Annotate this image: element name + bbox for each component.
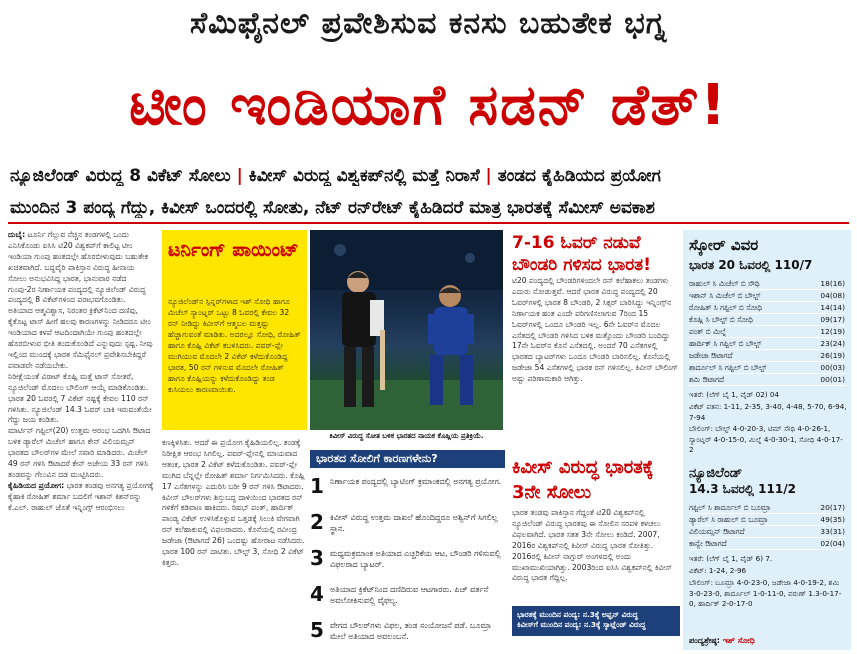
turning-point-box — [162, 230, 307, 430]
boundary-article-title: 7-16 ಓವರ್ ನಡುವೆ ಬೌಂಡರಿ ಗಳಿಸದ ಭಾರತ! — [512, 233, 651, 275]
batter-score: 12(19) — [820, 327, 845, 336]
turning-point-body: ನ್ಯೂಜಿಲೆಂಡ್‌ನ ಸ್ಪಿನ್ನರ್‌ಗಳಾದ ಇಶ್ ಸೋಧಿ ಹಾಗೂ ಮಿಚೆಲ್ ಸ್ಯಾಂಟ್ನರ್ ಒಟ್ಟು 8 ಓವರಲ್ಲಿ ಕೇವಲ 32 ರನ್ ನೀಡಿದ್ದು ಕಿವೀಸ್‌ಗೆ ಆತ್ಮಬಲ ಮತ್ತಷ್ಟು ಹೆಚ್ಚಾಗುವಂತೆ ಮಾಡಿತು. ಅದರಲ್ಲೂ ಸೋಧಿ, ರೋಹಿತ್ ಹಾಗೂ ಕೊಹ್ಲಿ ವಿಕೆಟ್ ಕಬಳಿಸಿದರು. ಪವರ್-ಪ್ಲೇ ಮುಗಿಯುವ ಮೊದಲೇ 2 ವಿಕೆಟ್ ಕಳೆದುಕೊಂಡಿದ್ದ ಭಾರತ, 50 ರನ್ ಗಳಿಸುವ ಮೊದಲೇ ರೋಹಿತ್ ಹಾಗೂ ಕೊಹ್ಲಿಯನ್ನು ಕಳೆದುಕೊಂಡಿದ್ದು ತಂಡ ಕುಸಿಯಲು ಕಾರಣವಾಯಿತು. — [168, 297, 301, 394]
batter-score: 23(24) — [820, 339, 845, 348]
paragraph-text: ಟೂರ್ನಿ ಗೆಲ್ಲುವ ನೆಚ್ಚಿನ ತಂಡಗಳಲ್ಲಿ ಒಂದು ಎನಿಸಿಕೊಂಡು ಐಸಿಸಿ ಟಿ20 ವಿಶ್ವಕಪ್‌ಗೆ ಕಾಲಿಟ್ಟ ಟೀಂ ಇಂಡಿಯಾ ಗುಂಪು ಹಂತದಲ್ಲೇ ಹೊರಬೀಳುವುದು ಬಹುತೇಕ ಖಚಿತವಾಗಿದೆ. ಬದ್ಧವೈರಿ ಪಾಕಿಸ್ತಾನ ವಿರುದ್ಧ ಹೀನಾಯ ಸೋಲು ಅನುಭವಿಸಿದ್ದ ಭಾರತ, ಭಾನುವಾರ ನಡೆದ ಗುಂಪು-2ರ ನಿರ್ಣಾಯಕ ಪಂದ್ಯದಲ್ಲಿ ನ್ಯೂಜಿಲೆಂಡ್ ವಿರುದ್ಧ ಪಂದ್ಯದಲ್ಲಿ 8 ವಿಕೆಟ್‌ಗಳಿಂದ ಪರಾಭವಗೊಂಡಿತು. — [8, 230, 149, 305]
batting-row — [689, 362, 845, 374]
batting-row — [689, 538, 845, 550]
dateline: ದುಬೈ: — [8, 230, 26, 239]
batter-name: ಗಪ್ಟಿಲ್ ಸಿ ಶಾರ್ದೂಲ್ ಬಿ ಬೂಮ್ರಾ — [689, 503, 771, 512]
batter-score: 02(04) — [820, 539, 845, 548]
nz-extras: ಇತರೆ: (ಲೆಗ್ ಬೈ 1, ವೈಡ್ 6) 7. — [689, 554, 773, 563]
batting-row — [689, 514, 845, 526]
batting-row — [689, 502, 845, 514]
players-photo-illustration — [310, 230, 503, 430]
turning-point-title: ಟರ್ನಿಂಗ್ ಪಾಯಿಂಟ್ — [168, 239, 299, 261]
next-match-india — [517, 610, 675, 620]
batter-name: ಶಾರ್ದೂಲ್ ಸಿ ಗಪ್ಟಿಲ್ ಬಿ ಬೌಲ್ಟ್ — [689, 363, 767, 372]
batter-score: 49(35) — [820, 515, 845, 524]
reason-text: ನಿರ್ಣಾಯಕ ಪಂದ್ಯದಲ್ಲಿ ಬ್ಯಾಟಿಂಗ್ ಕ್ರಮಾಂಕದಲ್ಲಿ ಅನಗತ್ಯ ಪ್ರಯೋಗ. — [330, 477, 502, 486]
batter-score: 00(01) — [820, 375, 845, 384]
reason-text: ವೇಗದ ಬೌಲರ್‌ಗಳು ವಿಫಲ, ತಂಡ ಸಂಯೋಜನೆ ಪಡೆ. ಬೂಮ್ರಾ ಮೇಲೆ ಅತಿಯಾದ ಅವಲಂಬನೆ. — [330, 621, 492, 641]
article-paragraph — [8, 230, 155, 306]
batting-row — [689, 526, 845, 538]
next-match-value: ನ.3ಕ್ಕೆ ಸ್ಕಾಟ್ಲೆಂಡ್ ವಿರುದ್ಧ — [584, 620, 646, 629]
third-defeat-text: ಭಾರತ ತಂಡವು ಪಾಕಿಸ್ತಾನ ಗೆದ್ದಂತೆ ಟಿ20 ವಿಶ್ವಕಪ್‌ನಲ್ಲಿ ನ್ಯೂಜಿಲೆಂಡ್ ವಿರುದ್ಧ ಭಾರತವು ಈ ಸೋಲಿನ ಸರಪಳಿ ಕಳಚಲು ವಿಫಲವಾಗಿದೆ. ಭಾರತ ಸತತ 3ನೇ ಸೋಲು ಕಂಡಿದೆ. 2007, 2016ರ ವಿಶ್ವಕಪ್‌ನಲ್ಲಿ ಕಿವೀಸ್ ವಿರುದ್ಧ ಭಾರತ ಸೋತಿತ್ತು. 2016ರಲ್ಲಿ ಕಿವೀಸ್ ನಾಗ್ಪುರ್ ಅಂಗಳದಲ್ಲಿ ಅಂದು ಮುಖಾಮುಖಿಯಾಗಿತ್ತು. 2003ರಿಂದ ಐಸಿಸಿ ವಿಶ್ವಕಪ್‌ನಲ್ಲಿ ಕಿವೀಸ್ ವಿರುದ್ಧ ಭಾರತ ಗೆದ್ದಿಲ್ಲ. — [512, 508, 673, 583]
reason-text: ಅತಿಯಾದ ಕ್ರಿಕೆಟ್‌ನಿಂದ ದಣಿದಿರುವ ಆಟಗಾರರು. ಪಿಚ್ ವರ್ತನೆ ಅವಲೋಕಿಸುವಲ್ಲಿ ವೈಫಲ್ಯ. — [330, 585, 489, 605]
batting-row — [689, 314, 845, 326]
batter-score: 14(14) — [820, 303, 845, 312]
next-match-label: ಭಾರತಕ್ಕೆ ಮುಂದಿನ ಪಂದ್ಯ: — [517, 610, 581, 619]
reason-number: 5 — [310, 618, 324, 642]
paragraph-text: ಮಾರ್ಟಿನ್ ಗಪ್ಟಿಲ್(20) ಉತ್ತಮ ಆರಂಭ ಒದಗಿಸಿ ಔಟಾದ ಬಳಿಕ ಡ್ಯಾರೆಲ್ ಮಿಚೆಲ್ ಹಾಗೂ ಕೇನ್ ವಿಲಿಯಮ್ಸನ್ ಭಾರತದ ಬೌಲರ್‌ಗಳ ಮೇಲೆ ಸವಾರಿ ಮಾಡಿದರು. ಮಿಚೆಲ್ 49 ರನ್ ಗಳಿಸಿ ಔಟಾದರೆ ಕೇನ್ ಅಜೇಯ 33 ರನ್ ಗಳಿಸಿ ತಂಡವನ್ನು ಗೆಲುವಿನ ದಡ ಮುಟ್ಟಿಸಿದರು. — [8, 426, 151, 479]
article-column-2: ಕಣಕ್ಕಿಳಿಸಿತು. ಆದರೆ ಈ ಪ್ರಯೋಗ ಕೈಹಿಡಿಯಲಿಲ್ಲ. ತಂಡಕ್ಕೆ ನಿರೀಕ್ಷಿತ ಆರಂಭ ಸಿಗಲಿಲ್ಲ. ಪವರ್-ಪ್ಲೇನಲ್ಲಿ ಮಾಯವಾದ ಆತಂಕ, ಭಾರತ 2 ವಿಕೆಟ್ ಕಳೆದುಕೊಂಡಿತು. ಪವರ್-ಪ್ಲೇ ಮುಗಿದ ಬೆನ್ನಲ್ಲೇ ರೋಹಿತ್ ಶರ್ಮಾ ನಿರ್ಗಮಿಸಿದರು. ಕೊಹ್ಲಿ 17 ಎಸೆತಗಳನ್ನು ಎದುರಿಸಿ ಬರೀ 9 ರನ್ ಗಳಿಸಿ ಔಟಾದರು. ಕಿವೀಸ್ ಬೌಲರ್‌ಗಳು ಶಿಸ್ತುಬದ್ಧ ದಾಳಿಯಿಂದ ಭಾರತದ ರನ್ ಗಳಿಕೆಗೆ ಕಡಿವಾಣ ಹಾಕಿದರು. ರಿಷಭ್ ಪಂತ್, ಹಾರ್ದಿಕ್ ಪಾಂಡ್ಯ ವಿಕೆಟ್ ಉಳಿಸಿಕೊಳ್ಳುವ ಒತ್ತಡಕ್ಕೆ ಸಿಲುಕಿ ವೇಗವಾಗಿ ರನ್ ಕಲೆಹಾಕುವಲ್ಲಿ ವಿಫಲರಾದರು. ಕೊನೆಯಲ್ಲಿ ರವೀಂದ್ರ ಜಡೇಜಾ (ಔಟಾಗದೆ 26) ಒಂದಷ್ಟು ಹೋರಾಟ ನಡೆಸಿದರು. ಭಾರತ 100 ರನ್ ದಾಟಿತು. ಬೌಲ್ಟ್ 3, ಸೋಧಿ 2 ವಿಕೆಟ್ ಕಿತ್ತರು. — [162, 438, 305, 567]
batter-name: ಕೊಹ್ಲಿ ಸಿ ಬೌಲ್ಟ್ ಬಿ ಸೋಧಿ — [689, 315, 753, 324]
batter-score: 00(03) — [820, 363, 845, 372]
nz-title: ನ್ಯೂಜಿಲೆಂಡ್ — [689, 466, 743, 481]
batting-row — [689, 278, 845, 290]
batter-name: ಕಾನ್ವೇ ಔಟಾಗದೆ — [689, 539, 727, 548]
batter-score: 18(16) — [820, 279, 845, 288]
article-column-1 — [8, 230, 155, 650]
batter-name: ಡ್ಯಾರೆಲ್ ಸಿ ರಾಹುಲ್ ಬಿ ಬೂಮ್ರಾ — [689, 515, 768, 524]
potm-label: ಪಂದ್ಯಶ್ರೇಷ್ಠ: — [689, 636, 720, 645]
batting-row — [689, 350, 845, 362]
reason-item — [310, 508, 505, 538]
kicker: ಸೆಮಿಫೈನಲ್ ಪ್ರವೇಶಿಸುವ ಕನಸು ಬಹುತೇಕ ಭಗ್ನ — [189, 6, 668, 41]
reasons-box — [310, 450, 505, 650]
subheadline-2: ಮುಂದಿನ 3 ಪಂದ್ಯ ಗೆದ್ದು, ಕಿವೀಸ್ ಒಂದರಲ್ಲಿ ಸೋತು, ನೆಟ್ ರನ್‌ರೇಟ್ ಕೈಹಿಡಿದರೆ ಮಾತ್ರ ಭಾರತಕ್ಕೆ ಸೆಮೀಸ್ ಅವಕಾಶ — [10, 198, 655, 218]
third-defeat-title: ಕಿವೀಸ್ ವಿರುದ್ಧ ಭಾರತಕ್ಕೆ 3ನೇ ಸೋಲು — [512, 457, 654, 503]
article-paragraph — [8, 481, 155, 514]
player-of-the-match — [689, 636, 755, 646]
separator: | — [485, 166, 492, 186]
reason-item — [310, 616, 505, 646]
reason-text: ಮಧ್ಯಮಕ್ರಮಾಂಕ ಅತಿಯಾದ ಎಚ್ಚರಿಕೆಯ ಆಟ, ಬೌಂಡರಿ ಗಳಿಸುವಲ್ಲಿ ವಿಫಲರಾದ ಬ್ಯಾಟರ್. — [330, 549, 501, 569]
batting-row — [689, 338, 845, 350]
reason-number: 2 — [310, 510, 324, 534]
india-innings-label: ಭಾರತ 20 ಓವರಲ್ಲಿ 110/7 — [689, 258, 813, 272]
reason-text: ಕಿವೀಸ್ ವಿರುದ್ಧ ಉತ್ತಮ ದಾಖಲೆ ಹೊಂದಿದ್ದರೂ ಅಶ್ವಿನ್‌ಗೆ ಸಿಗಲಿಲ್ಲ ಸ್ಥಾನ. — [330, 513, 498, 533]
photo-caption: ಕಿವೀಸ್ ವಿರುದ್ಧ ಸೋತ ಬಳಿಕ ಭಾರತದ ನಾಯಕ ಕೊಹ್ಲಿಯ ಪ್ರತಿಕ್ರಿಯೆ. — [329, 432, 484, 440]
reason-number: 1 — [310, 474, 324, 498]
subheadline-1c: ತಂಡದ ಕೈಹಿಡಿಯದ ಪ್ರಯೋಗ — [497, 166, 661, 186]
separator: | — [236, 166, 243, 186]
next-match-box — [512, 606, 680, 636]
article-paragraph — [8, 372, 155, 427]
batter-name: ರಾಹುಲ್ ಸಿ ಮಿಚೆಲ್ ಬಿ ಸೌಥಿ — [689, 279, 760, 288]
reason-number: 3 — [310, 546, 324, 570]
article-paragraph — [8, 426, 155, 481]
reason-item — [310, 580, 505, 610]
reasons-heading: ಭಾರತದ ಸೋಲಿಗೆ ಕಾರಣಗಳೇನು? — [310, 450, 505, 468]
batter-name: ಶಮಿ ಔಟಾಗದೆ — [689, 375, 725, 384]
subheadline-1 — [10, 166, 850, 186]
batter-name: ಹಾರ್ದಿಕ್ ಸಿ ಗಪ್ಟಿಲ್ ಬಿ ಬೌಲ್ಟ್ — [689, 339, 762, 348]
india-fall-of-wickets: ವಿಕೆಟ್ ಪತನ: 1-11, 2-35, 3-40, 4-48, 5-70, 6-94, 7-94 — [689, 402, 847, 422]
batter-name: ಪಂತ್ ಬಿ ಮಿಲ್ನೆ — [689, 327, 727, 336]
scoreboard-title: ಸ್ಕೋರ್ ವಿವರ — [689, 236, 759, 254]
headline: ಟೀಂ ಇಂಡಿಯಾಗೆ ಸಡನ್ ಡೆತ್! — [129, 73, 728, 138]
batting-row — [689, 374, 845, 386]
batter-name: ಇಶಾನ್ ಸಿ ಮಿಚೆಲ್ ಬಿ ಬೌಲ್ಟ್ — [689, 291, 761, 300]
india-extras: ಇತರೆ: (ಲೆಗ್ ಬೈ 1, ವೈಡ್ 02) 04 — [689, 390, 780, 399]
batter-score: 33(31) — [820, 527, 845, 536]
subheadline-1b: ಕಿವೀಸ್ ವಿರುದ್ಧ ವಿಶ್ವಕಪ್‌ನಲ್ಲಿ ಮತ್ತೆ ನಿರಾಸೆ — [248, 166, 480, 186]
batter-score: 20(17) — [820, 503, 845, 512]
paragraph-text: ಭಾರತ ತಂಡವು ಅನಗತ್ಯ ಪ್ರಯೋಗಕ್ಕೆ ಕೈಹಾಕಿ ರೋಹಿತ್ ಶರ್ಮಾ ಬದಲಿಗೆ ಇಶಾನ್ ಕಿಶನ್‌ರನ್ನು ಕೆ.ಎಲ್. ರಾಹುಲ್ ಜೊತೆ ಇನ್ನಿಂಗ್ಸ್ ಆರಂಭಿಸಲು — [8, 480, 154, 512]
next-match-label: ಕಿವೀಸ್‌ಗೆ ಮುಂದಿನ ಪಂದ್ಯ: — [517, 620, 582, 629]
next-match-nz — [517, 620, 675, 630]
india-bowling: ಬೌಲಿಂಗ್: ಬೂಮ್ರಾ 4-0-23-0, ಜಡೇಜಾ 4-0-19-2, ಶಮಿ 3-0-23-0, ಶಾರ್ದೂಲ್ 1-0-11-0, ವರುಣ್ 1.3-0-17-0, ಹಾರ್ದಿಕ್ 2-0-17-0 — [689, 578, 842, 608]
reason-item — [310, 472, 505, 502]
paragraph-text: ನಿರೀಕ್ಷೆಯಂತೆ ವಿರಾಟ್ ಕೊಹ್ಲಿ ಮತ್ತೆ ಟಾಸ್ ಸೋತರೆ, ನ್ಯೂಜಿಲೆಂಡ್ ಮೊದಲು ಬೌಲಿಂಗ್ ಆಯ್ಕೆ ಮಾಡಿಕೊಂಡಿತು. ಭಾರತ 20 ಓವರಲ್ಲಿ 7 ವಿಕೆಟ್ ನಷ್ಟಕ್ಕೆ ಕೇವಲ 110 ರನ್ ಗಳಿಸಿತು. ನ್ಯೂಜಿಲೆಂಡ್ 14.3 ಓವರ್ ಬಾಕಿ ಇರುವಂತೆಯೇ ಗೆದ್ದು ಜಯ ಕಂಡಿತು. — [8, 371, 152, 425]
article-paragraph — [8, 306, 155, 371]
batter-name: ರೋಹಿತ್ ಸಿ ಗಪ್ಟಿಲ್ ಬಿ ಸೋಧಿ — [689, 303, 763, 312]
nz-innings-label: 14.3 ಓವರಲ್ಲಿ 111/2 — [689, 482, 796, 496]
batter-score: 26(19) — [820, 351, 845, 360]
subheadline-1a: ನ್ಯೂಜಿಲೆಂಡ್ ವಿರುದ್ಧ 8 ವಿಕೆಟ್ ಸೋಲು — [10, 166, 231, 186]
batter-name: ಜಡೇಜಾ ಔಟಾಗದೆ — [689, 351, 733, 360]
batter-score: 04(08) — [820, 291, 845, 300]
reason-number: 4 — [310, 582, 324, 606]
next-match-value: ನ.3ಕ್ಕೆ ಅಫ್ಘನ್ ವಿರುದ್ಧ — [582, 610, 638, 619]
reason-item — [310, 544, 505, 574]
scoreboard — [683, 230, 851, 650]
nz-bowling: ಬೌಲಿಂಗ್: ಬೌಲ್ಟ್ 4-0-20-3, ಟಿಮ್ ಸೌಥಿ 4-0-26-1, ಸ್ಯಾಂಟ್ನರ್ 4-0-15-0, ಮಿಲ್ನೆ 4-0-30-1, ಸೋಧಿ 4-0-17-2 — [689, 424, 843, 454]
batting-row — [689, 290, 845, 302]
potm-name: ಇಶ್ ಸೋಧಿ — [722, 636, 755, 645]
boundary-article-text: ಟಿ20 ಪಂದ್ಯದಲ್ಲಿ ಬೌಂಡರಿಗಳಿಂದಲೇ ರನ್ ಕಲೆಹಾಕಲು ತಂಡಗಳು ಎದುರು ನೋಡುತ್ತವೆ. ಆದರೆ ಭಾರತ ವಿರುದ್ಧ ಪಂದ್ಯದಲ್ಲಿ 20 ಓವರ್‌ಗಳಲ್ಲಿ ಭಾರತ 8 ಬೌಂಡರಿ, 2 ಸಿಕ್ಸರ್ ಬಾರಿಸಿದ್ದು ಇನ್ನಿಂಗ್ಸ್‌ನ ನಿರ್ಣಾಯಕ ಹಂತ ಎಂದೇ ಪರಿಗಣಿಸಲಾಗುವ 7ರಿಂದ 15 ಓವರ್‌ಗಳಲ್ಲಿ ಒಂದೂ ಬೌಂಡರಿ ಇಲ್ಲ. 6ನೇ ಓವರ್‌ನ ಮೊದಲ ಎಸೆತದಲ್ಲಿ ಬೌಂಡರಿ ಗಳಿಸಿದ ಬಳಿಕ ಮತ್ತೊಂದು ಬೌಂಡರಿ ಬಂದಿದ್ದು 17ನೇ ಓವರ್‌ನ ಕೊನೆ ಎಸೆತದಲ್ಲಿ. ಅಂದರೆ 70 ಎಸೆತಗಳಲ್ಲಿ ಭಾರತದ ಬ್ಯಾಟರ್‌ಗಳು ಒಂದೂ ಬೌಂಡರಿ ಬಾರಿಸಲಿಲ್ಲ. ಕೊನೆಯಲ್ಲಿ ಜಡೇಜಾ 54 ಎಸೆತಗಳಲ್ಲಿ ಭಾರತ ರನ್ ಗಳಿಸಲಿಲ್ಲ. ಕಿವೀಸ್ ಬೌಲಿಂಗ್ ಅಷ್ಟು ಪರಿಣಾಮಕಾರಿ ಆಗಿತ್ತು. — [512, 276, 678, 384]
paragraph-text: ಅತಿಯಾದ ಆತ್ಮವಿಶ್ವಾಸ, ನಿರಂತರ ಕ್ರಿಕೆಟ್‌ನಿಂದ ದಣಿವು, ಕೈಕೊಟ್ಟ ಟಾಸ್ ಹೀಗೆ ಹಲವು ಕಾರಣಗಳನ್ನು ನೀಡಿದರೂ ಟೀಂ ಇಂಡಿಯಾದ ಕಳಪೆ ಆಟದಿಂದಾಗಿಯೇ ಗುಂಪು ಹಂತದಲ್ಲೇ ಹೊರಬೀಳುವ ಭೀತಿ ತಂದುಕೊಂಡಿದೆ ಎನ್ನುವುದು ಸ್ಪಷ್ಟ. ನೀವು ಇಲ್ಲಿಂದ ಮುಂದಕ್ಕೆ ಭಾರತ ಸೆಮಿಫೈನಲ್ ಪ್ರವೇಶಿಸಬೇಕಿದ್ದರೆ ಪವಾಡವೇ ನಡೆಯಬೇಕು. — [8, 306, 153, 370]
batting-row — [689, 302, 845, 314]
batter-score: 09(17) — [820, 315, 845, 324]
match-photo — [310, 230, 503, 430]
section-lead: ಕೈಹಿಡಿಯದ ಪ್ರಯೋಗ: — [8, 480, 65, 490]
batter-name: ವಿಲಿಯಮ್ಸನ್ ಔಟಾಗದೆ — [689, 527, 745, 536]
nz-fall-of-wickets: ವಿಕೆಟ್: 1-24, 2-96 — [689, 566, 747, 575]
divider — [8, 222, 849, 224]
batting-row — [689, 326, 845, 338]
